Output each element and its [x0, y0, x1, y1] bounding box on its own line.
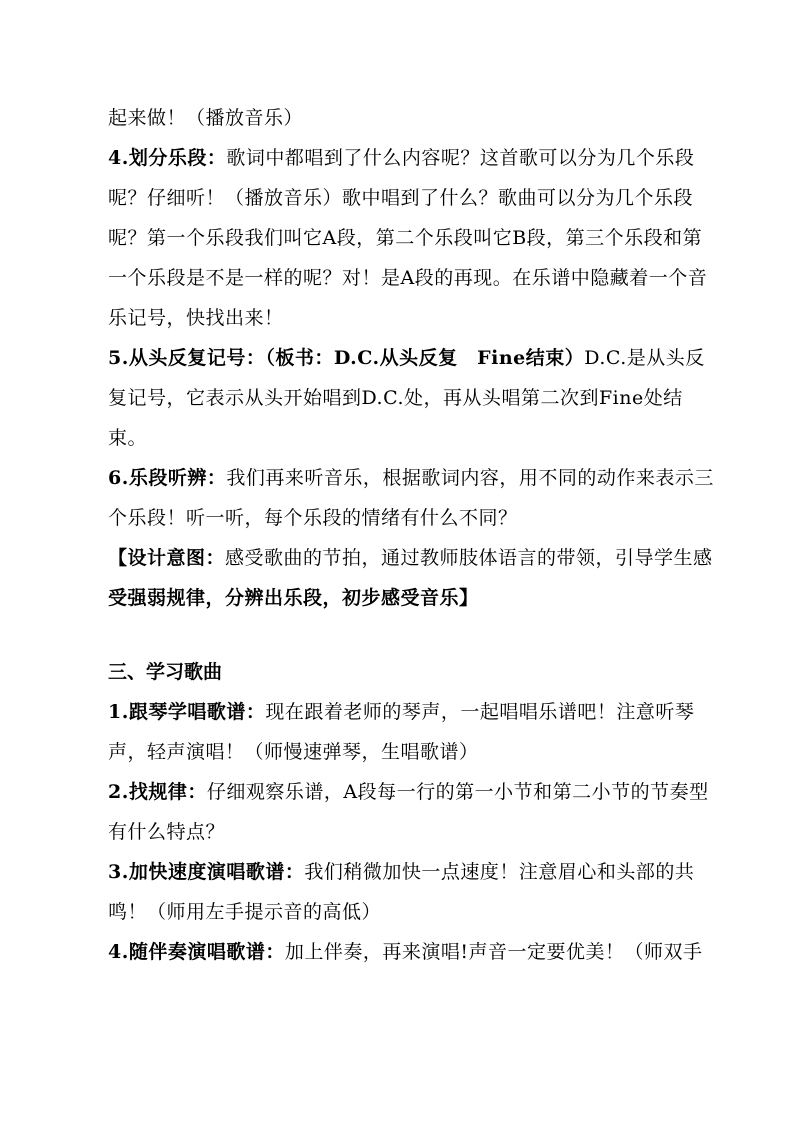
- line-text: 个乐段！听一听，每个乐段的情绪有什么不同？: [108, 507, 518, 529]
- spacer: [108, 618, 708, 652]
- line-heading: 5.从头反复记号：（板书：D.C.从头反复 Fine结束）: [108, 347, 585, 369]
- line-text: 有什么特点？: [108, 821, 226, 843]
- line-heading: 3.加快速度演唱歌谱：: [108, 861, 305, 883]
- line-text: 起来做！（播放音乐）: [108, 107, 304, 129]
- line-text: 加上伴奏，再来演唱!声音一定要优美！（师双手: [284, 941, 703, 963]
- design-intent-line: [108, 538, 713, 578]
- line-text: D.C.是从头反: [584, 347, 705, 369]
- section-title: 三、学习歌曲: [108, 661, 223, 683]
- text-line: [108, 812, 708, 852]
- text-line: [108, 692, 708, 732]
- text-line: [108, 498, 708, 538]
- line-heading: 【设计意图：: [108, 547, 226, 569]
- line-heading: 4.随伴奏演唱歌谱：: [108, 941, 285, 963]
- line-text: 呢？仔细听！（播放音乐）歌中唱到了什么？歌曲可以分为几个乐段: [108, 187, 694, 209]
- line-text: 鸣！（师用左手提示音的高低）: [108, 901, 382, 923]
- line-text: 我们再来听音乐，根据歌词内容，用不同的动作来表示三: [226, 467, 714, 489]
- text-line: [108, 178, 708, 218]
- text-line: [108, 298, 708, 338]
- text-line: [108, 892, 708, 932]
- line-text: 一个乐段是不是一样的呢？对！是A段的再现。在乐谱中隐藏着一个音: [108, 267, 708, 289]
- text-line: [108, 418, 708, 458]
- text-line: [108, 258, 708, 298]
- text-line: [108, 138, 708, 178]
- line-heading: 受强弱规律，分辨出乐段，初步感受音乐】: [108, 587, 479, 609]
- text-line: [108, 732, 708, 772]
- text-line: [108, 852, 708, 892]
- line-text: 歌词中都唱到了什么内容呢？这首歌可以分为几个乐段: [226, 147, 695, 169]
- text-line: [108, 98, 708, 138]
- line-heading: 1.跟琴学唱歌谱：: [108, 701, 266, 723]
- line-text: 声，轻声演唱！（师慢速弹琴，生唱歌谱）: [108, 741, 479, 763]
- document-page: [108, 98, 714, 972]
- line-text: 现在跟着老师的琴声，一起唱唱乐谱吧！注意听琴: [265, 701, 695, 723]
- text-line: [108, 458, 714, 498]
- line-heading: 6.乐段听辨：: [108, 467, 227, 489]
- line-text: 我们稍微加快一点速度！注意眉心和头部的共: [304, 861, 695, 883]
- line-text: 乐记号，快找出来！: [108, 307, 284, 329]
- line-text: 呢？第一个乐段我们叫它A段，第二个乐段叫它B段，第三个乐段和第: [108, 227, 703, 249]
- line-text: 复记号，它表示从头开始唱到D.C.处，再从头唱第二次到Fine处结: [108, 387, 683, 409]
- text-line: [108, 338, 708, 378]
- line-heading: 4.划分乐段：: [108, 147, 227, 169]
- line-heading: 2.找规律：: [108, 781, 207, 803]
- line-text: 束。: [108, 427, 148, 449]
- text-line: [108, 218, 708, 258]
- text-line: [108, 772, 708, 812]
- text-line: [108, 932, 708, 972]
- line-text: 感受歌曲的节拍，通过教师肢体语言的带领，引导学生感: [225, 547, 713, 569]
- line-text: 仔细观察乐谱，A段每一行的第一小节和第二小节的节奏型: [206, 781, 709, 803]
- text-line: [108, 378, 708, 418]
- design-intent-line: [108, 578, 708, 618]
